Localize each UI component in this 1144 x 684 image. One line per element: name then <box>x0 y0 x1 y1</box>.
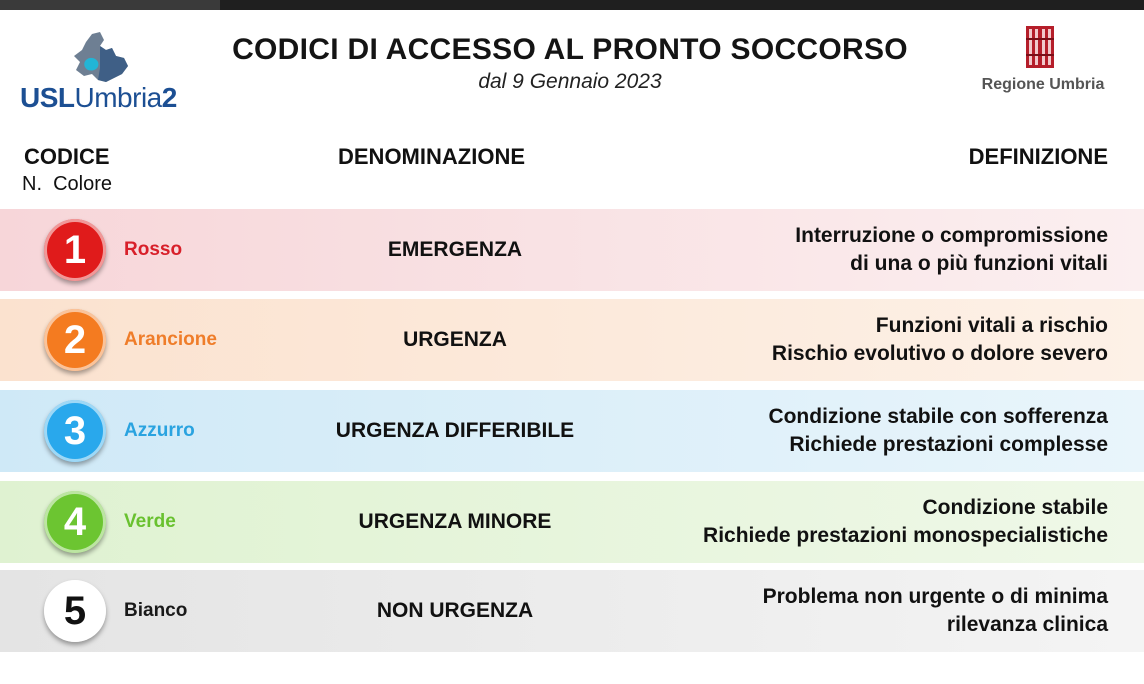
usl-umbria2-logo <box>18 32 188 114</box>
definition-line: rilevanza clinica <box>946 613 1108 636</box>
code-definition <box>772 299 1108 381</box>
code-row-light-blue <box>0 390 1144 472</box>
code-row-white <box>0 570 1144 652</box>
column-header-codice: CODICE <box>24 144 110 169</box>
definition-line: di una o più funzioni vitali <box>850 252 1108 275</box>
code-definition <box>703 481 1108 563</box>
code-row-red <box>0 209 1144 291</box>
usl-logo-text: USLUmbria2 <box>20 82 177 113</box>
code-denomination: URGENZA <box>403 328 507 351</box>
code-definition <box>768 390 1108 472</box>
definition-line: Problema non urgente o di minima <box>762 585 1108 608</box>
umbria-map-icon <box>70 32 130 84</box>
code-number-badge: 1 <box>44 219 106 281</box>
definition-line: Funzioni vitali a rischio <box>875 314 1108 337</box>
code-number-badge: 2 <box>44 309 106 371</box>
code-denomination: NON URGENZA <box>376 599 534 622</box>
code-number-badge: 4 <box>44 491 106 553</box>
regione-logo-text: Regione Umbria <box>981 76 1105 93</box>
code-color-label: Verde <box>124 511 176 532</box>
code-denomination: URGENZA MINORE <box>358 510 552 533</box>
column-header-denominazione: DENOMINAZIONE <box>338 144 525 169</box>
top-bar-shade <box>0 0 220 10</box>
definition-line: Richiede prestazioni complesse <box>789 433 1108 456</box>
code-color-label: Arancione <box>124 329 217 350</box>
regione-emblem-icon <box>1026 26 1054 68</box>
code-denomination: URGENZA DIFFERIBILE <box>335 419 575 442</box>
code-definition <box>795 209 1108 291</box>
code-color-label: Bianco <box>124 600 188 621</box>
definition-line: Condizione stabile con sofferenza <box>768 405 1108 428</box>
column-header-definizione: DEFINIZIONE <box>968 144 1108 169</box>
definition-line: Rischio evolutivo o dolore severo <box>771 342 1108 365</box>
code-row-green <box>0 481 1144 563</box>
page-title: CODICI DI ACCESSO AL PRONTO SOCCORSO <box>232 33 908 66</box>
definition-line: Richiede prestazioni monospecialistiche <box>703 524 1108 547</box>
code-number-badge: 3 <box>44 400 106 462</box>
regione-umbria-logo <box>968 24 1118 98</box>
code-definition <box>763 570 1108 652</box>
definition-line: Interruzione o compromissione <box>795 224 1108 247</box>
column-subheader-n-colore: N. Colore <box>22 173 113 195</box>
code-color-label: Azzurro <box>124 420 195 441</box>
top-bar <box>0 0 1144 10</box>
code-row-orange <box>0 299 1144 381</box>
code-color-label: Rosso <box>124 239 183 260</box>
definition-line: Condizione stabile <box>922 496 1108 519</box>
code-denomination: EMERGENZA <box>387 238 523 261</box>
code-number-badge: 5 <box>44 580 106 642</box>
page-subtitle: dal 9 Gennaio 2023 <box>478 70 662 93</box>
